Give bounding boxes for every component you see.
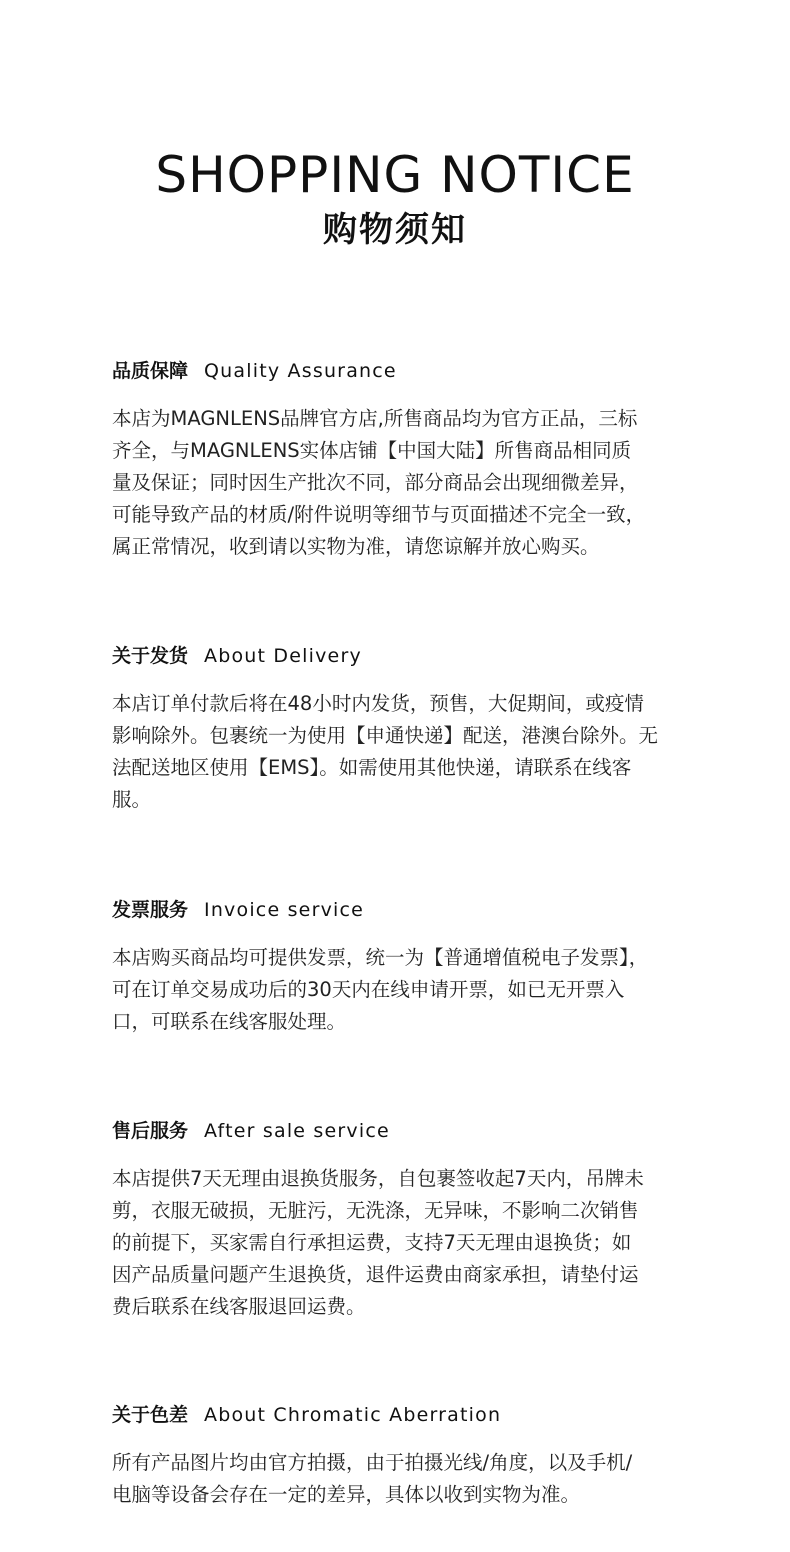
body-line: 影响除外。包裹统一为使用【申通快递】配送，港澳台除外。无 [112, 724, 659, 747]
section-heading [112, 896, 712, 924]
section-heading-en: Quality Assurance [204, 360, 397, 382]
section-body [112, 403, 712, 563]
page-title-cn: 购物须知 [323, 210, 467, 250]
body-line: 量及保证；同时因生产批次不同，部分商品会出现细微差异， [112, 471, 639, 494]
section-heading [112, 1117, 712, 1145]
section-heading [112, 357, 712, 385]
body-line: 费后联系在线客服退回运费。 [112, 1295, 366, 1318]
body-line: 电脑等设备会存在一定的差异，具体以收到实物为准。 [112, 1483, 581, 1506]
body-line: 本店订单付款后将在48小时内发货，预售，大促期间，或疫情 [112, 692, 644, 715]
body-line: 齐全，与MAGNLENS实体店铺【中国大陆】所售商品相同质 [112, 439, 632, 462]
section-heading-en: About Delivery [204, 645, 362, 667]
body-line: 法配送地区使用【EMS】。如需使用其他快递，请联系在线客 [112, 756, 632, 779]
body-line: 剪，衣服无破损，无脏污，无洗涤，无异味，不影响二次销售 [112, 1199, 639, 1222]
section-body [112, 1447, 712, 1511]
body-line: 服。 [112, 788, 152, 811]
section-heading-en: After sale service [204, 1120, 390, 1142]
body-line: 属正常情况，收到请以实物为准，请您谅解并放心购买。 [112, 535, 600, 558]
body-line: 口，可联系在线客服处理。 [112, 1010, 347, 1033]
page-title-en: SHOPPING NOTICE [155, 146, 635, 204]
section-quality-assurance [112, 357, 712, 563]
body-line: 本店为MAGNLENS品牌官方店,所售商品均为官方正品，三标 [112, 407, 638, 430]
body-line: 可能导致产品的材质/附件说明等细节与页面描述不完全一致， [112, 503, 646, 526]
section-body [112, 942, 712, 1038]
body-line: 本店提供7天无理由退换货服务，自包裹签收起7天内，吊牌未 [112, 1167, 644, 1190]
section-heading-en: About Chromatic Aberration [204, 1404, 502, 1426]
section-about-delivery [112, 642, 712, 816]
section-heading-cn: 关于色差 [112, 1404, 189, 1426]
body-line: 的前提下，买家需自行承担运费，支持7天无理由退换货；如 [112, 1231, 632, 1254]
section-heading-en: Invoice service [204, 899, 365, 921]
section-heading [112, 642, 712, 670]
section-chromatic-aberration [112, 1401, 712, 1511]
body-line: 可在订单交易成功后的30天内在线申请开票，如已无开票入 [112, 978, 625, 1001]
section-body [112, 1163, 712, 1323]
body-line: 本店购买商品均可提供发票，统一为【普通增值税电子发票】， [112, 946, 649, 969]
section-after-sale-service [112, 1117, 712, 1323]
section-heading-cn: 关于发货 [112, 645, 189, 667]
section-body [112, 688, 712, 816]
section-heading [112, 1401, 712, 1429]
section-heading-cn: 售后服务 [112, 1120, 189, 1142]
body-line: 因产品质量问题产生退换货，退件运费由商家承担，请垫付运 [112, 1263, 639, 1286]
body-line: 所有产品图片均由官方拍摄，由于拍摄光线/角度，以及手机/ [112, 1451, 633, 1474]
section-heading-cn: 品质保障 [112, 360, 189, 382]
section-invoice-service [112, 896, 712, 1038]
section-heading-cn: 发票服务 [112, 899, 189, 921]
